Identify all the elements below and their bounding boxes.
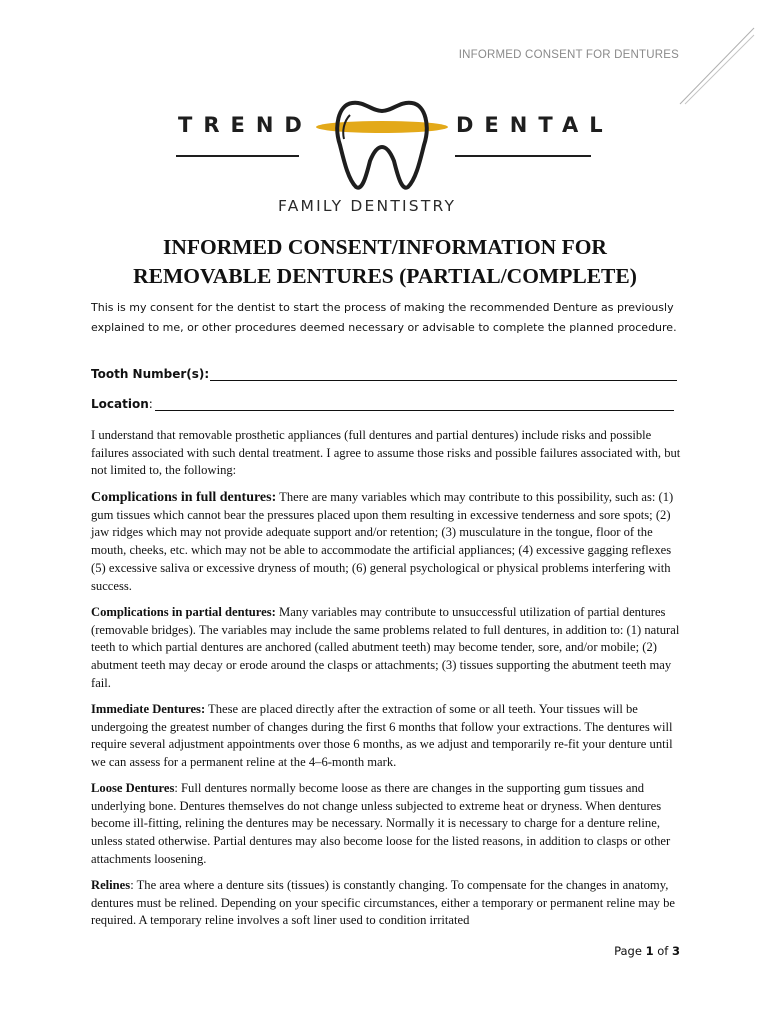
of-word: of	[657, 944, 669, 958]
section-body: Many variables may contribute to unsuccessful utilization of partial dentures (removable bridges). The variables may include the same problems related to full dentures, in addition to: (1) natural teeth to which partial dentures are anchored (called abutment teeth) may become tender, sore, and/or mobile; (2) abutment teeth may decay or erode around the clasps or attachments; (3) tissues supporting the abutment teeth may fail.	[91, 605, 680, 690]
logo-rule-left	[176, 155, 299, 157]
tooth-number-label: Tooth Number(s):	[91, 367, 210, 381]
section-heading: Loose Dentures	[91, 781, 175, 795]
logo-rule-right	[455, 155, 591, 157]
section-loose-dentures	[91, 780, 684, 869]
section-body: : Full dentures normally become loose as there are changes in the supporting gum tissues and underlying bone. Dentures themselves do not change unless subjected to extreme heat or dryness. When dentures become ill-fitting, relining the dentures may be necessary. Normally it is necessary to charge for a denture reline, unless stated otherwise. Partial dentures may also become loose for the listed reasons, in addition to clasps or other attachments loosening.	[91, 781, 671, 866]
section-heading: Immediate Dentures:	[91, 702, 206, 716]
tooth-number-blank[interactable]	[210, 380, 677, 381]
title-line-1: INFORMED CONSENT/INFORMATION FOR	[163, 235, 607, 259]
page-total: 3	[671, 944, 680, 958]
page-word: Page	[614, 944, 642, 958]
intro-paragraph: This is my consent for the dentist to start the process of making the recommended Denture as previously explained to me, or other procedures deemed necessary or advisable to complete the planned procedure.	[91, 301, 677, 334]
trend-dental-logo	[172, 93, 614, 223]
section-body: : The area where a denture sits (tissues) is constantly changing. To compensate for the changes in anatomy, dentures must be relined. Depending on your specific circumstances, either a temporary or permanent reline may be required. A temporary reline involves a soft liner used to condition irritated	[91, 878, 675, 928]
location-blank[interactable]	[155, 410, 674, 411]
location-label: Location	[91, 397, 149, 411]
section-partial-dentures	[91, 604, 684, 693]
section-body: There are many variables which may contribute to this possibility, such as: (1) gum tissues which cannot bear the pressures placed upon them resulting in excessive tenderness and sore spots; (2) jaw ridges which may not provide adequate support and/or retention; (3) musculature in the tongue, floor of the mouth, cheeks, etc. which may not be able to accommodate the artificial appliances; (4) excessive gagging reflexes (5) excessive saliva or excessive dryness of mouth; (6) general psychological or physical problems interfering with success.	[91, 490, 674, 593]
section-relines	[91, 877, 684, 930]
logo-subtitle: FAMILY DENTISTRY	[278, 197, 457, 215]
location-colon: :	[148, 397, 153, 411]
running-header: INFORMED CONSENT FOR DENTURES	[458, 49, 679, 61]
location-field	[91, 397, 153, 411]
section-immediate-dentures	[91, 701, 684, 772]
understand-paragraph: I understand that removable prosthetic appliances (full dentures and partial dentures) include risks and possible failures associated with such dental treatment. I agree to assume those risks and possible failures associated with, but not limited to, the following:	[91, 428, 681, 478]
logo-word-trend: TREND	[178, 113, 313, 137]
section-full-dentures	[91, 489, 684, 595]
corner-decoration-lines	[676, 26, 756, 108]
page-current: 1	[645, 944, 654, 958]
tooth-number-field	[91, 367, 209, 381]
page-number-footer	[614, 944, 680, 958]
logo-word-dental: DENTAL	[456, 113, 614, 137]
section-heading: Complications in partial dentures:	[91, 605, 276, 619]
document-title	[60, 233, 710, 291]
title-line-2: REMOVABLE DENTURES (PARTIAL/COMPLETE)	[133, 264, 637, 288]
section-heading: Complications in full dentures:	[91, 490, 277, 505]
section-heading: Relines	[91, 878, 131, 892]
section-body: These are placed directly after the extraction of some or all teeth. Your tissues will be undergoing the greatest number of changes during the first 6 months that follow your extractions. The dentures will require several adjustment appointments over those 6 months, as we adjust and temporarily re-fit your denture until we can assess for a permanent reline at the 4–6-month mark.	[91, 702, 673, 770]
tooth-icon	[312, 91, 452, 195]
